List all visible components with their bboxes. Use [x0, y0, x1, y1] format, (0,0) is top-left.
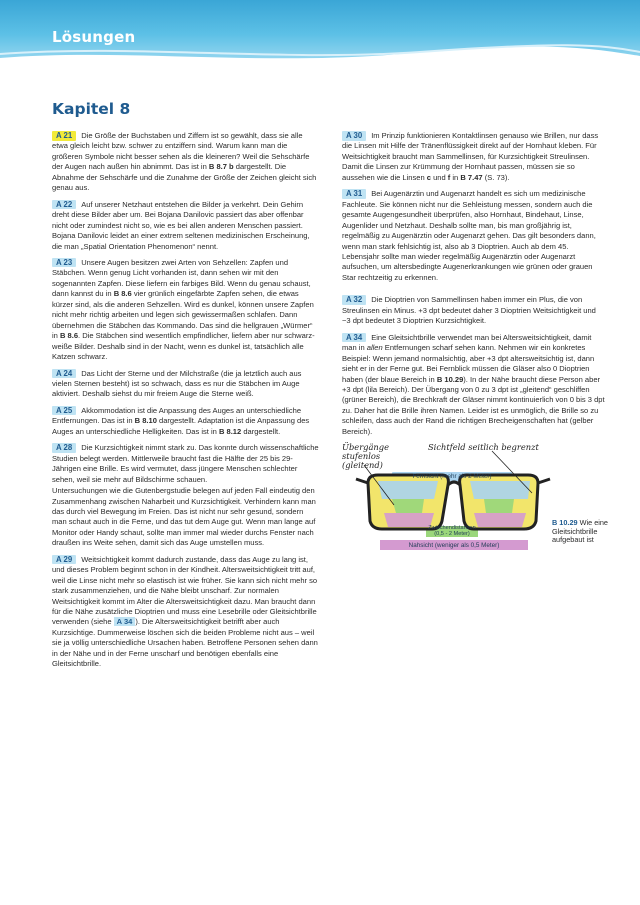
- answer-text: (S. 73).: [482, 172, 510, 182]
- answer-badge: A 23: [52, 258, 76, 268]
- answer-continued: [52, 486, 320, 549]
- figure-reference: B 8.10: [134, 416, 157, 426]
- answer-badge: A 31: [342, 189, 366, 199]
- right-lens: [460, 475, 538, 529]
- progressive-glasses-figure: [342, 443, 606, 561]
- answer-a30: [342, 131, 606, 183]
- section-title: Lösungen: [52, 28, 136, 46]
- answer-text: Das Licht der Sterne und der Milchstraße (die ja letztlich auch aus vielen Sternen besteht) ist so schwach, dass es nur die Stäbchen im Auge aktiviert. Deshalb siehst du mir freiem Auge die Sterne weiß.: [52, 368, 302, 399]
- figure-caption-text: Wie eine Gleitsichtbrille aufgebaut ist: [552, 518, 608, 545]
- left-lens: [368, 475, 448, 529]
- figure-reference: B 8.12: [218, 426, 242, 436]
- answer-text: dargestellt.: [241, 426, 281, 436]
- answer-badge: A 28: [52, 443, 76, 453]
- answer-badge: A 24: [52, 369, 76, 379]
- answer-text: und: [430, 172, 448, 182]
- answer-badge: A 25: [52, 406, 76, 416]
- answer-badge: A 29: [52, 555, 76, 565]
- answer-a34: [342, 333, 606, 438]
- answer-text: Untersuchungen wie die Gutenbergstudie belegen auf jeden Fall eindeutig den Zusammenhang zwischen Naharbeit und Kurzsichtigkeit. Verhindern kann man das durch viel Bewegung im Freien. Das ist nicht nur sehr gesund, sondern man schaut auch in die Ferne, und das tut dem Auge gut. Wenn man lange auf Monitor oder Handy schaut, sollte man immer mal wieder durchs Fenster nach draußen ins Weite sehen, damit sich das Auge umstellen muss.: [52, 486, 316, 548]
- figure-reference: c: [426, 172, 431, 182]
- answer-text: Auf unserer Netzhaut entstehen die Bilder ja verkehrt. Dein Gehirn dreht diese Bilder aber um. Bei Bojana Danilovic passiert das aber offenbar nicht oder zumindest nicht so, wie es bei allen anderen Menschen passiert. Bojana Danilovic leidet an einer extrem seltenen medizinischen Erscheinung, die man „Spatial Orientation Phenomenon“ nennt.: [52, 199, 310, 251]
- figure-reference: f: [447, 172, 451, 182]
- answer-a24: [52, 369, 320, 400]
- answer-a22: [52, 200, 320, 252]
- chapter-title: Kapitel 8: [52, 100, 131, 118]
- figure-caption: [552, 519, 612, 545]
- left-column: [52, 131, 320, 676]
- label-mid-band: Zwischendistanzen (0,5 - 2 Meter): [428, 525, 476, 537]
- glasses-bridge: [448, 482, 460, 485]
- answer-text: Die Kurzsichtigkeit nimmt stark zu. Das konnte durch wissenschaftliche Studien belegt werden. Mittlerweile braucht fast die Hälfte der 25 bis 29-Jährigen eine Brille. Es wird vermutet, dass jüngere Menschen schlechter sehen, weil sie mehr auf Bildschirme schauen.: [52, 443, 319, 484]
- answer-text: Unsere Augen besitzen zwei Arten von Sehzellen: Zapfen und Stäbchen. Wenn genug Licht vorhanden ist, dann sehen wir mit den sogenannten Zapfen. Diese liefern ein farbiges Bild. Wenn du genau schaust, dann kannst du in: [52, 257, 311, 299]
- answer-text: Bei Augenärztin und Augenarzt handelt es sich um medizinische Fachleute. Sie können nicht nur die Sehleistung messen, sondern auch die gesamte Augengesundheit überprüfen, also Hornhaut, Bindehaut, Linse, Augenlider und Netzhaut. Deshalb sollte man, bis man großjährig ist, regelmäßig zu Augenärztin oder Augenarzt gehen. Das gilt besonders dann, wenn man stark fehlsichtig ist, also ab 3 Dioptrien. Auch ab dem 45. Lebensjahr sollte man wieder regelmäßig Augenärztin oder Augenarzt aufsuchen, um altersbedingte Augenerkrankungen wie grünen oder grauen Star rechtzeitig zu erkennen.: [342, 189, 596, 282]
- answer-a21: [52, 131, 320, 194]
- answer-text: Weitsichtigkeit kommt dadurch zustande, dass das Auge zu lang ist, und dieses Problem beginnt schon in der Kindheit. Altersweitsichtigkeit tritt auf, weil die Linse nicht mehr so elastisch ist wie früher. Sie kann sich nicht mehr so stark zusammenziehen, und die Nähe bleibt unscharf. Zur normalen Weitsichtigkeit kommt im Alter die Altersweitsichtigkeit dazu. Man braucht dann für die Nähe zusätzliche Dioptrien und muss eine Lesebrille oder Gleitsichtbrille verwenden (siehe: [52, 554, 318, 627]
- label-near-band: Nahsicht (weniger als 0,5 Meter): [408, 542, 500, 550]
- answer-text: dargestellt. Adaptation ist die Anpassung des Auges an unterschiedliche Helligkeiten. Das ist in: [52, 416, 310, 436]
- label-far-band: Fernsicht (mehr als 2 Meter): [412, 473, 492, 481]
- answer-text: Eine Gleitsichtbrille verwendet man bei Altersweitsichtigkeit, damit man in: [342, 332, 592, 353]
- answer-text: dargestellt. Die Abnahme der Sehschärfe und die Zunahme der Größe der Zeichen gleicht sich genau aus.: [52, 162, 317, 193]
- answer-a28: [52, 443, 320, 485]
- right-column: [342, 131, 606, 561]
- answer-a29: [52, 555, 320, 670]
- label-field-of-view: Sichtfeld seitlich begrenzt: [428, 442, 539, 453]
- answer-a25: [52, 406, 320, 437]
- cross-reference: A 34: [114, 617, 136, 626]
- answer-text: . Die Stäbchen sind wesentlich empfindlicher, liefern aber nur schwarz-weiße Bilder. Deshalb sind in der Nacht, wenn es dunkel ist, tatsächlich alle Katzen schwarz.: [52, 331, 315, 362]
- answer-text: Die Größe der Buchstaben und Ziffern ist so gewählt, dass sie alle etwa gleich leicht bzw. schwer zu entziffern sind. Warum kann man die größeren Symbole nicht besser sehen als die kleineren? Weil die Sehschärfe der Augen nach außen hin abnimmt. Das ist in: [52, 131, 310, 172]
- answer-text: ). In der Nähe braucht diese Person aber +3 dpt (lila Bereich). Der Übergang von 0 zu 3 dpt ist „gleitend“ geschliffen (grüner Bereich), die Brechkraft der Gläser nimmt kontinuierlich von 0 bis 3 dpt zu. Daher hat die Brille ihren Namen. Leider ist es unmöglich, die Brille so zu schleifen, dass auch der Rand die richtigen Brecheigenschaften hat (gelber Bereich).: [342, 374, 605, 436]
- page-header: [0, 0, 640, 62]
- answer-badge: A 34: [342, 333, 366, 343]
- figure-caption-ref: B 10.29: [552, 518, 578, 528]
- answer-text: vier grünlich eingefärbte Zapfen sehen, die etwas kürzer sind, als die anderen Sehzellen. Wird es dunkel, können unsere Zapfen nicht mehr richtig arbeiten und legen sich gewissermaßen schlafen. Dann übernehmen die Stäbchen das Kommando. Das sind die hellgrauen „Würmer“ in: [52, 289, 314, 341]
- header-wave-decoration: [0, 44, 640, 62]
- answer-a32: [342, 295, 606, 326]
- answer-badge: A 30: [342, 131, 366, 141]
- answer-badge: A 22: [52, 200, 76, 210]
- figure-reference: B 8.6: [59, 331, 79, 341]
- answer-a23: [52, 258, 320, 363]
- answer-badge: A 32: [342, 295, 366, 305]
- figure-reference: B 10.29: [436, 374, 464, 384]
- answer-text: Entfernungen scharf sehen kann. Nehmen wir ein konkretes Beispiel: Wenn jemand normalsichtig, aber +3 dpt altersweitsichtig ist, dann sieht er in der Ferne gut. Bei Fernblick müssen die Gläser also 0 Dioptrien haben (der blaue Bereich in: [342, 343, 595, 384]
- answer-badge: A 21: [52, 131, 76, 141]
- glasses-temple-right: [538, 479, 550, 483]
- answer-text: Akkommodation ist die Anpassung des Auges an unterschiedliche Entfernungen. Das ist in: [52, 405, 302, 426]
- label-transitions: Übergänge stufenlos (gleitend): [342, 442, 390, 471]
- figure-reference: B 7.47: [460, 172, 483, 182]
- answer-text: in: [450, 172, 461, 182]
- emphasis: allen: [366, 343, 383, 353]
- answer-text: ). Die Altersweitsichtigkeit betrifft aber auch Kurzsichtige. Dummerweise löschen sich die beiden Probleme nicht aus – weil sie ja völlig unterschiedliche Ursachen haben. Betroffene Personen sehen dann in der Nähe und in der Ferne unscharf und benötigen ebenfalls eine Gleitsichtbrille.: [52, 617, 318, 669]
- glasses-temple-left: [356, 479, 368, 483]
- figure-reference: B 8.7 b: [208, 162, 234, 172]
- right-column-text: [342, 131, 606, 437]
- answer-text: Im Prinzip funktionieren Kontaktlinsen genauso wie Brillen, nur dass die Linsen mit Hilfe der Tränenflüssigkeit direkt auf der Hornhaut kleben. Für Weitsichtigkeit braucht man Sammellinsen, für Kurzsichtigkeit Streulinsen. Damit die Linsen zur Krümmung der Hornhaut passen, müssen sie so aussehen wie die Linsen: [342, 131, 599, 182]
- answer-text: Die Dioptrien von Sammellinsen haben immer ein Plus, die von Streulinsen ein Minus. +3 dpt bedeutet daher 3 Dioptrien Weitsichtigkeit und −3 dpt bedeutet 3 Dioptrien Kurzsichtigkeit.: [342, 295, 596, 326]
- figure-reference: B 8.6: [113, 289, 132, 299]
- answer-a31: [342, 189, 606, 283]
